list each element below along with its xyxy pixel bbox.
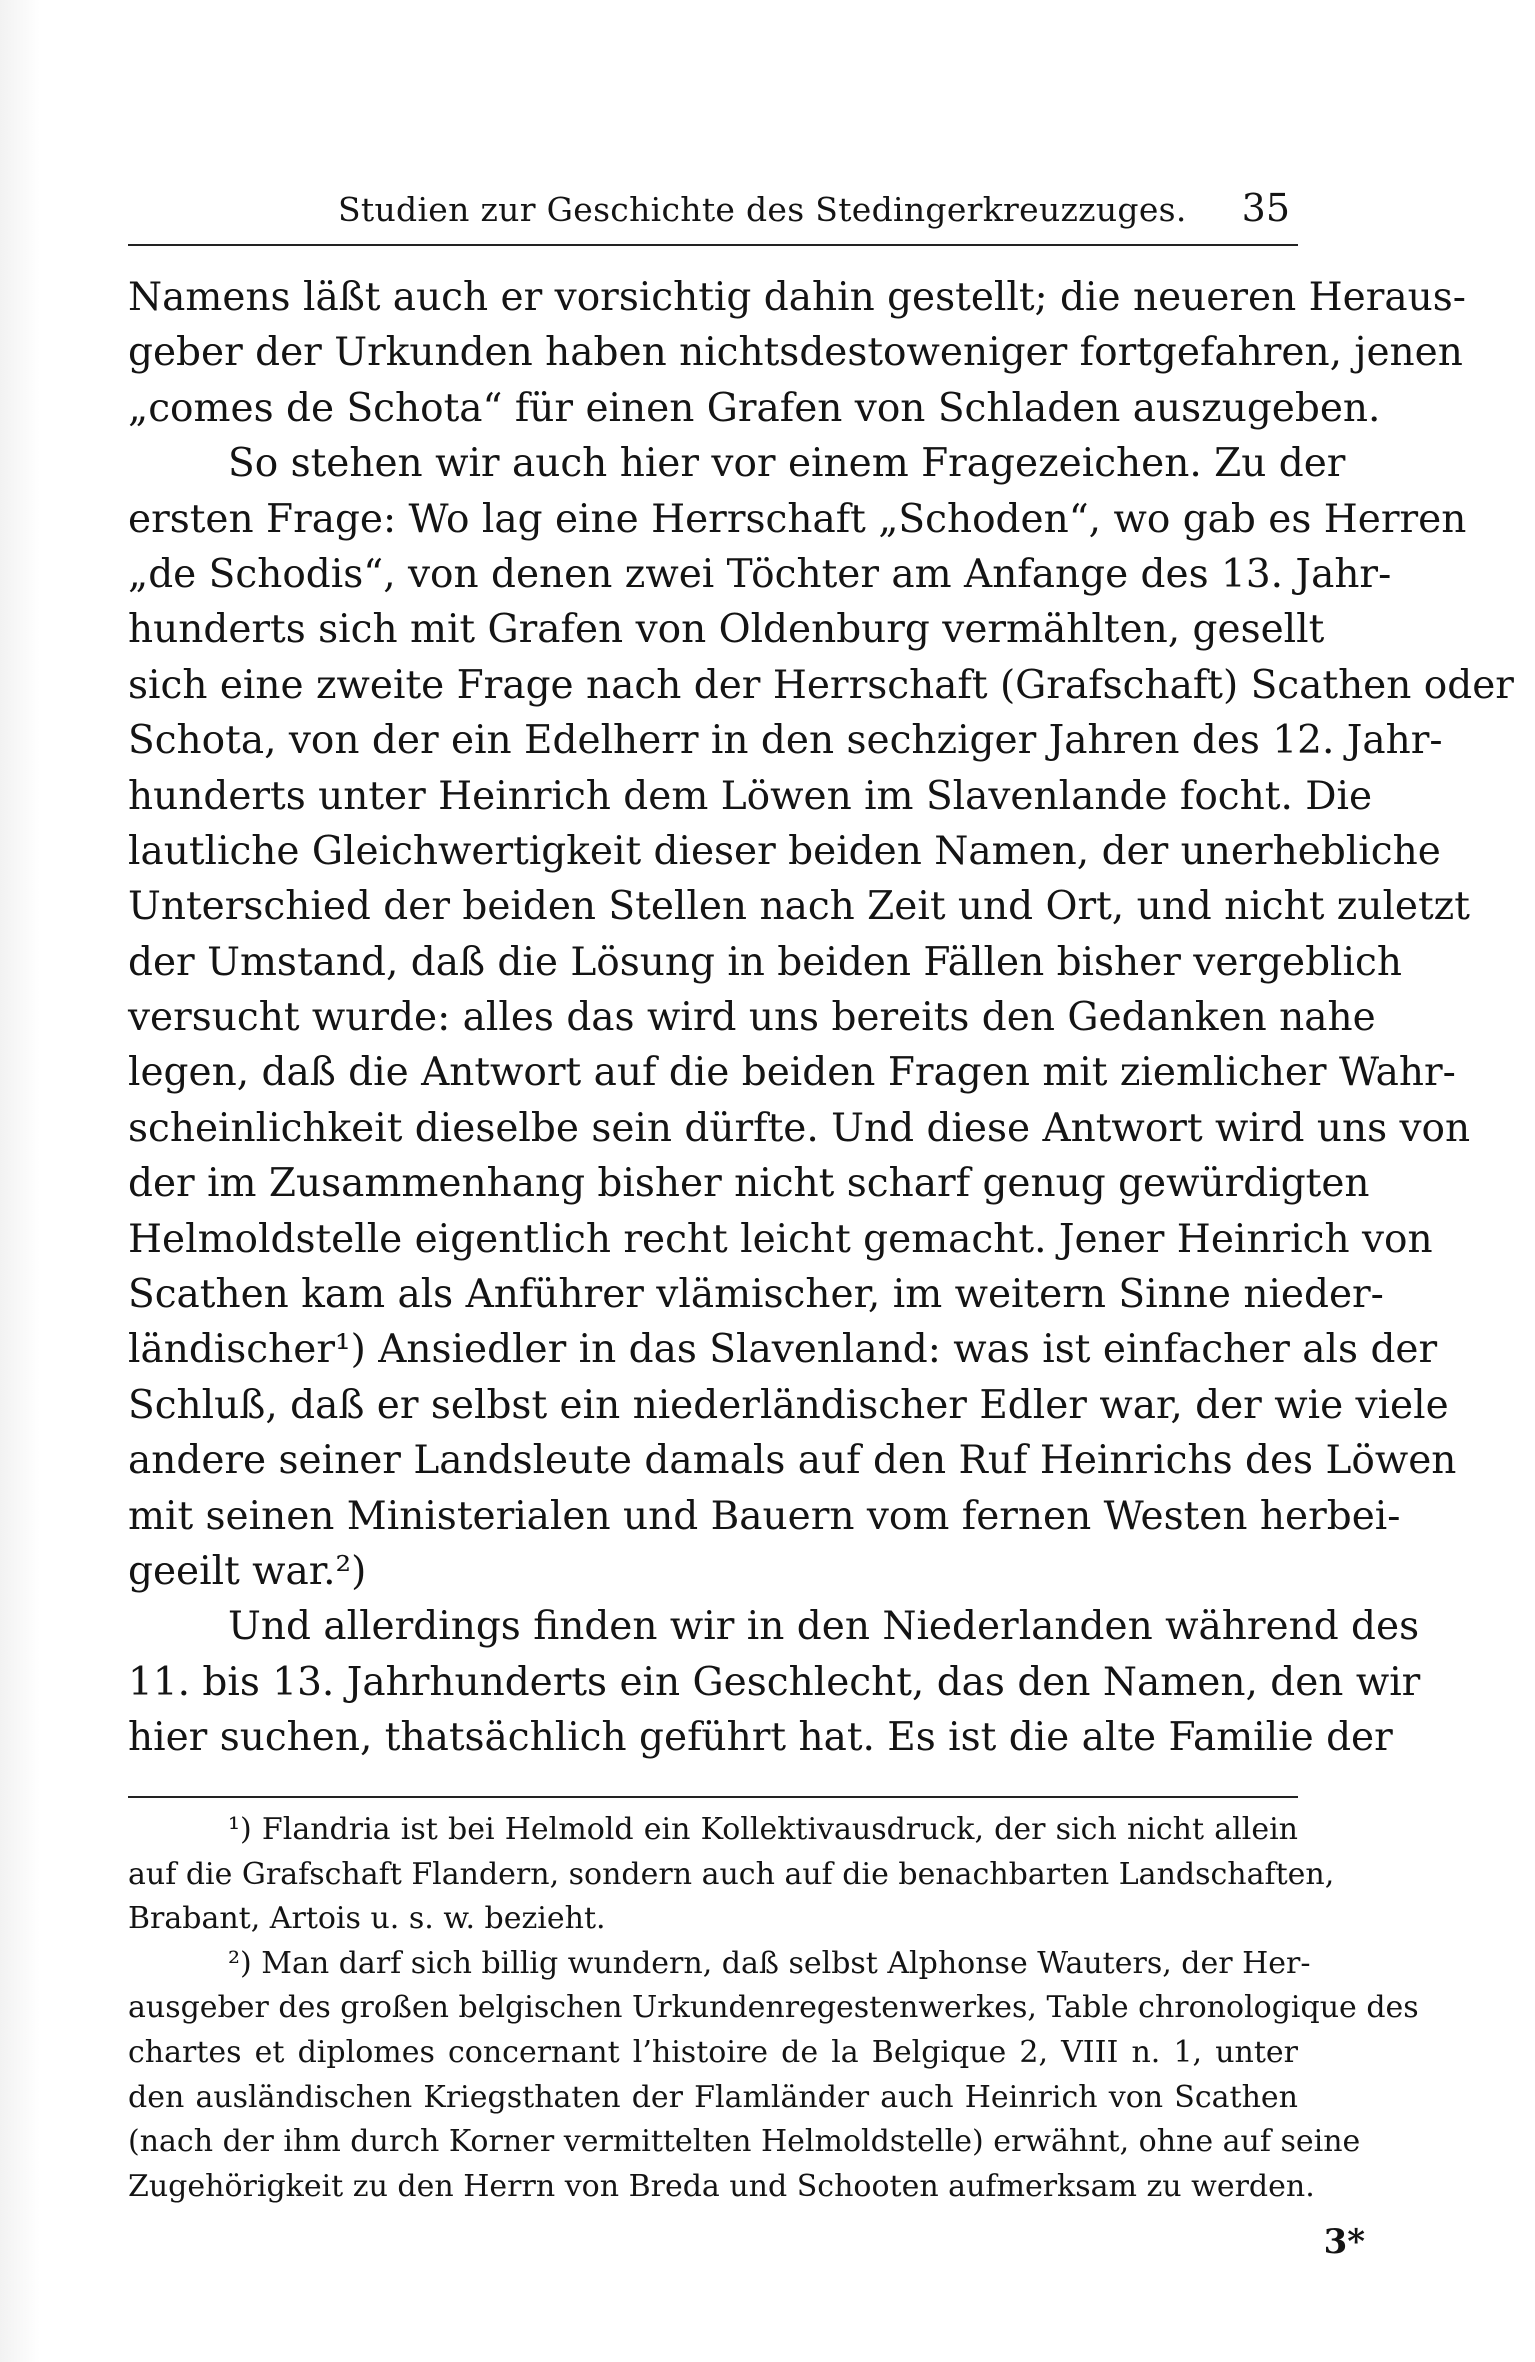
- footnote-line: ¹) Flandria ist bei Helmold ein Kollektivausdruck, der sich nicht allein: [228, 1812, 1298, 1847]
- body-line: Scathen kam als Anführer vlämischer, im weitern Sinne nieder-: [128, 1272, 1384, 1318]
- body-line: „comes de Schota“ für einen Grafen von Schladen auszugeben.: [128, 385, 1381, 431]
- body-line: der Umstand, daß die Lösung in beiden Fällen bisher vergeblich: [128, 939, 1402, 985]
- footnote-line: auf die Grafschaft Flandern, sondern auch auf die benachbarten Landschaften,: [128, 1856, 1335, 1892]
- footnote-rule: [128, 1796, 1298, 1798]
- footnote-line: Brabant, Artois u. s. w. bezieht.: [128, 1901, 606, 1937]
- signature-mark: 3*: [1323, 2222, 1365, 2262]
- body-line: scheinlichkeit dieselbe sein dürfte. Und diese Antwort wird uns von: [128, 1105, 1471, 1151]
- body-line: lautliche Gleichwertigkeit dieser beiden Namen, der unerhebliche: [128, 828, 1441, 874]
- body-line: legen, daß die Antwort auf die beiden Fragen mit ziemlicher Wahr-: [128, 1050, 1456, 1096]
- body-line: ländischer¹) Ansiedler in das Slavenland: was ist einfacher als der: [128, 1327, 1438, 1373]
- body-line: geeilt war.²): [128, 1548, 367, 1594]
- body-line: geber der Urkunden haben nichtsdestoweniger fortgefahren, jenen: [128, 330, 1463, 376]
- body-line: Helmoldstelle eigentlich recht leicht gemacht. Jener Heinrich von: [128, 1216, 1433, 1262]
- footnote-line: Zugehörigkeit zu den Herrn von Breda und Schooten aufmerksam zu werden.: [128, 2168, 1315, 2204]
- body-text: [128, 270, 1514, 1766]
- header-rule: [128, 244, 1298, 246]
- body-line: sich eine zweite Frage nach der Herrschaft (Grafschaft) Scathen oder: [128, 662, 1514, 708]
- body-line: Namens läßt auch er vorsichtig dahin gestellt; die neueren Heraus-: [128, 275, 1466, 320]
- footnote-line: ²) Man darf sich billig wundern, daß selbst Alphonse Wauters, der Her-: [228, 1945, 1311, 1981]
- body-line: ersten Frage: Wo lag eine Herrschaft „Schoden“, wo gab es Herren: [128, 496, 1467, 542]
- body-line: 11. bis 13. Jahrhunderts ein Geschlecht, das den Namen, den wir: [128, 1659, 1421, 1705]
- body-line: hunderts sich mit Grafen von Oldenburg vermählten, gesellt: [128, 607, 1325, 653]
- footnote-line: (nach der ihm durch Korner vermittelten Helmoldstelle) erwähnt, ohne auf seine: [128, 2124, 1361, 2160]
- footnote-line: den ausländischen Kriegsthaten der Flamländer auch Heinrich von Scathen: [128, 2079, 1298, 2115]
- body-line: hunderts unter Heinrich dem Löwen im Slavenlande focht. Die: [128, 773, 1373, 819]
- running-title: Studien zur Geschichte des Stedingerkreuzzuges.: [338, 190, 1187, 229]
- body-line: andere seiner Landsleute damals auf den Ruf Heinrichs des Löwen: [128, 1438, 1457, 1484]
- body-line: Unterschied der beiden Stellen nach Zeit und Ort, und nicht zuletzt: [128, 884, 1470, 930]
- body-line: hier suchen, thatsächlich geführt hat. Es ist die alte Familie der: [128, 1715, 1393, 1761]
- body-line: Und allerdings finden wir in den Niederlanden während des: [228, 1604, 1420, 1650]
- page-edge-shadow: [0, 0, 40, 2362]
- body-line: mit seinen Ministerialen und Bauern vom fernen Westen herbei-: [128, 1493, 1401, 1539]
- body-line: „de Schodis“, von denen zwei Töchter am Anfange des 13. Jahr-: [128, 551, 1392, 597]
- footnote-line: ausgeber des großen belgischen Urkundenregestenwerkes, Table chronologique des: [128, 1990, 1419, 2026]
- footnotes: [128, 1808, 1419, 2209]
- body-line: So stehen wir auch hier vor einem Fragezeichen. Zu der: [228, 441, 1346, 487]
- page-number: 35: [1241, 186, 1290, 230]
- footnote-line: chartes et diplomes concernant l’histoire de la Belgique 2, VIII n. 1, unter: [128, 2034, 1298, 2070]
- body-line: der im Zusammenhang bisher nicht scharf genug gewürdigten: [128, 1161, 1370, 1207]
- body-line: Schluß, daß er selbst ein niederländischer Edler war, der wie viele: [128, 1382, 1449, 1428]
- body-line: versucht wurde: alles das wird uns bereits den Gedanken nahe: [128, 995, 1376, 1041]
- page-header: [128, 182, 1298, 242]
- body-line: Schota, von der ein Edelherr in den sechziger Jahren des 12. Jahr-: [128, 718, 1443, 764]
